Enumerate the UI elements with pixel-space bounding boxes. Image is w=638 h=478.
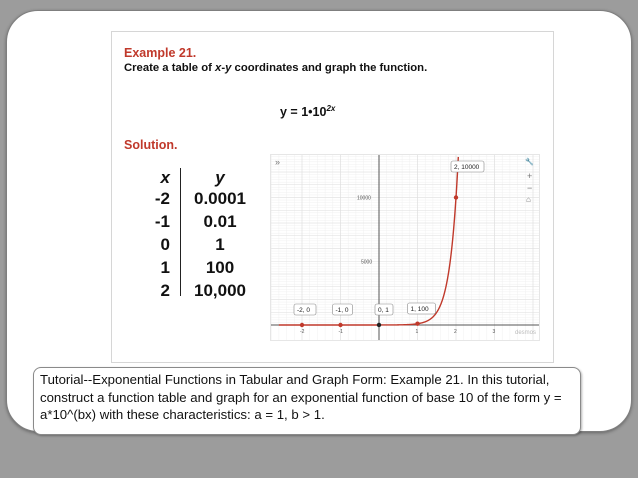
data-point[interactable] bbox=[300, 323, 304, 327]
instruction-dash: - bbox=[221, 62, 226, 74]
ytick-label-10000: 10000 bbox=[357, 195, 371, 202]
table-header-row bbox=[120, 168, 250, 190]
graph-panel[interactable] bbox=[270, 154, 540, 341]
instruction-x: x bbox=[215, 62, 222, 74]
solution-label: Solution. bbox=[124, 138, 178, 152]
table-cell-y: 100 bbox=[205, 258, 235, 277]
tick-labels bbox=[300, 196, 496, 336]
collapse-icon[interactable]: » bbox=[275, 157, 281, 167]
caption-box bbox=[33, 367, 581, 435]
zoom-out-icon[interactable]: − bbox=[527, 183, 533, 193]
table-cell-y: 1 bbox=[215, 235, 225, 254]
point-label[interactable] bbox=[294, 304, 316, 315]
desmos-watermark: desmos bbox=[515, 330, 537, 336]
xtick-label: 3 bbox=[492, 329, 496, 335]
equation-exponent: 2x bbox=[326, 104, 336, 113]
function-equation bbox=[280, 104, 335, 119]
caption-text: Tutorial--Exponential Functions in Tabular and Graph Form: Example 21. In this tutorial, construct a function table and graph for an exponential function of base 10 of the form y = a*10^(bx) with these characteristics: a = 1, b > 1. bbox=[40, 372, 562, 422]
point-label[interactable] bbox=[333, 304, 353, 315]
instruction-suffix: coordinates and graph the function. bbox=[231, 62, 428, 74]
xtick-label: -1 bbox=[338, 329, 343, 335]
data-point[interactable] bbox=[377, 323, 381, 327]
table-row bbox=[120, 189, 250, 211]
table-header-x: x bbox=[160, 168, 170, 187]
home-icon[interactable]: ⌂ bbox=[526, 195, 531, 204]
table-cell-x: 1 bbox=[160, 258, 170, 277]
point-label[interactable] bbox=[408, 303, 436, 314]
data-point[interactable] bbox=[415, 322, 419, 326]
table-row bbox=[120, 281, 250, 303]
table-cell-x: -2 bbox=[154, 189, 170, 208]
point-label-text: 1, 100 bbox=[410, 306, 429, 313]
xtick-label: -2 bbox=[300, 329, 305, 335]
table-cell-y: 0.0001 bbox=[194, 189, 246, 208]
table-row bbox=[120, 212, 250, 234]
table-header-y: y bbox=[215, 168, 225, 187]
table-divider bbox=[180, 168, 181, 296]
data-point[interactable] bbox=[454, 195, 458, 199]
example-instruction bbox=[124, 62, 427, 74]
point-label-text: 0, 1 bbox=[378, 307, 389, 314]
xtick-label: 1 bbox=[415, 329, 419, 335]
table-cell-x: -1 bbox=[154, 212, 170, 231]
point-label[interactable] bbox=[451, 161, 484, 172]
zoom-in-icon[interactable]: + bbox=[527, 171, 533, 181]
table-cell-y: 0.01 bbox=[203, 212, 237, 231]
point-label-text: 2, 10000 bbox=[454, 164, 480, 171]
instruction-y: y bbox=[225, 62, 232, 74]
xtick-label: 2 bbox=[454, 329, 457, 335]
graph-canvas[interactable] bbox=[271, 155, 539, 340]
table-cell-y: 10,000 bbox=[194, 281, 246, 300]
table-cell-x: 2 bbox=[160, 281, 170, 300]
table-row bbox=[120, 258, 250, 280]
point-label-text: -2, 0 bbox=[297, 307, 311, 314]
table-cell-x: 0 bbox=[160, 235, 170, 254]
content-panel bbox=[111, 31, 554, 363]
equation-main: y = 1•10 bbox=[280, 105, 327, 120]
instruction-prefix: Create a table of bbox=[124, 62, 216, 74]
point-label[interactable] bbox=[375, 304, 393, 315]
point-label-text: -1, 0 bbox=[335, 307, 349, 314]
data-point[interactable] bbox=[338, 323, 342, 327]
ytick-label-5000: 5000 bbox=[361, 259, 373, 266]
wrench-icon[interactable]: 🔧 bbox=[525, 159, 534, 166]
table-row bbox=[120, 235, 250, 257]
example-title: Example 21. bbox=[124, 46, 197, 60]
